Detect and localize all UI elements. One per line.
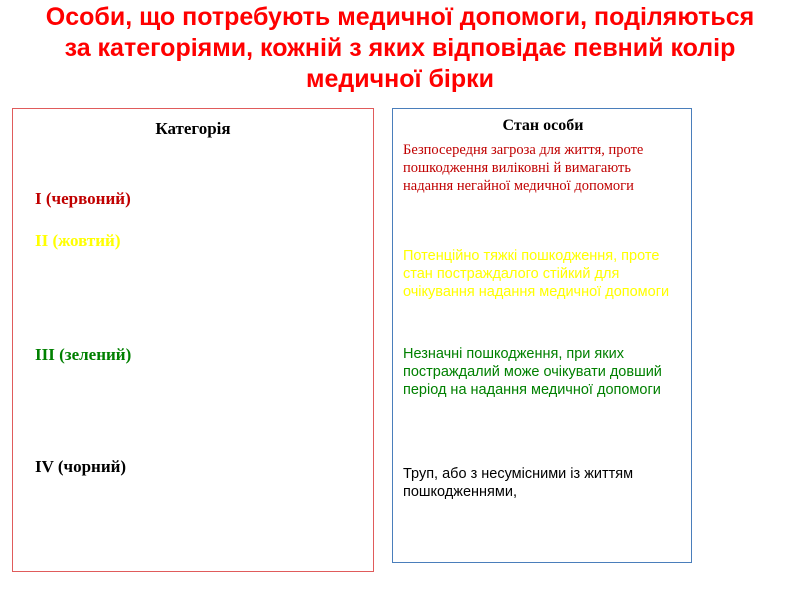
list-item: Безпосередня загроза для життя, проте пошкодження виліковні й вимагають надання негайної медичної допомоги [403,142,644,194]
category-column-header: Категорія [155,119,231,138]
state-column-header: Стан особи [502,117,584,134]
page-title: Особи, що потребують медичної допомоги, поділяються за категоріями, кожній з яких відповідає певний колір медичної бірки [45,3,755,93]
list-item: Потенційно тяжкі пошкодження, проте стан постраждалого стійкий для очікування надання медичної допомоги [403,248,670,300]
category-panel [12,108,374,572]
list-item: I (червоний) [35,189,131,208]
list-item: III (зелений) [35,345,132,364]
state-panel [392,108,692,563]
list-item: Незначні пошкодження, при яких постраждалий може очікувати довший період на надання медичної допомоги [403,346,662,398]
state-list [403,141,683,525]
list-item: Труп, або з несумісними із життям пошкодженнями, [403,466,634,500]
category-list [13,139,373,495]
list-item: IV (чорний) [35,457,127,476]
list-item: II (жовтий) [35,231,121,250]
